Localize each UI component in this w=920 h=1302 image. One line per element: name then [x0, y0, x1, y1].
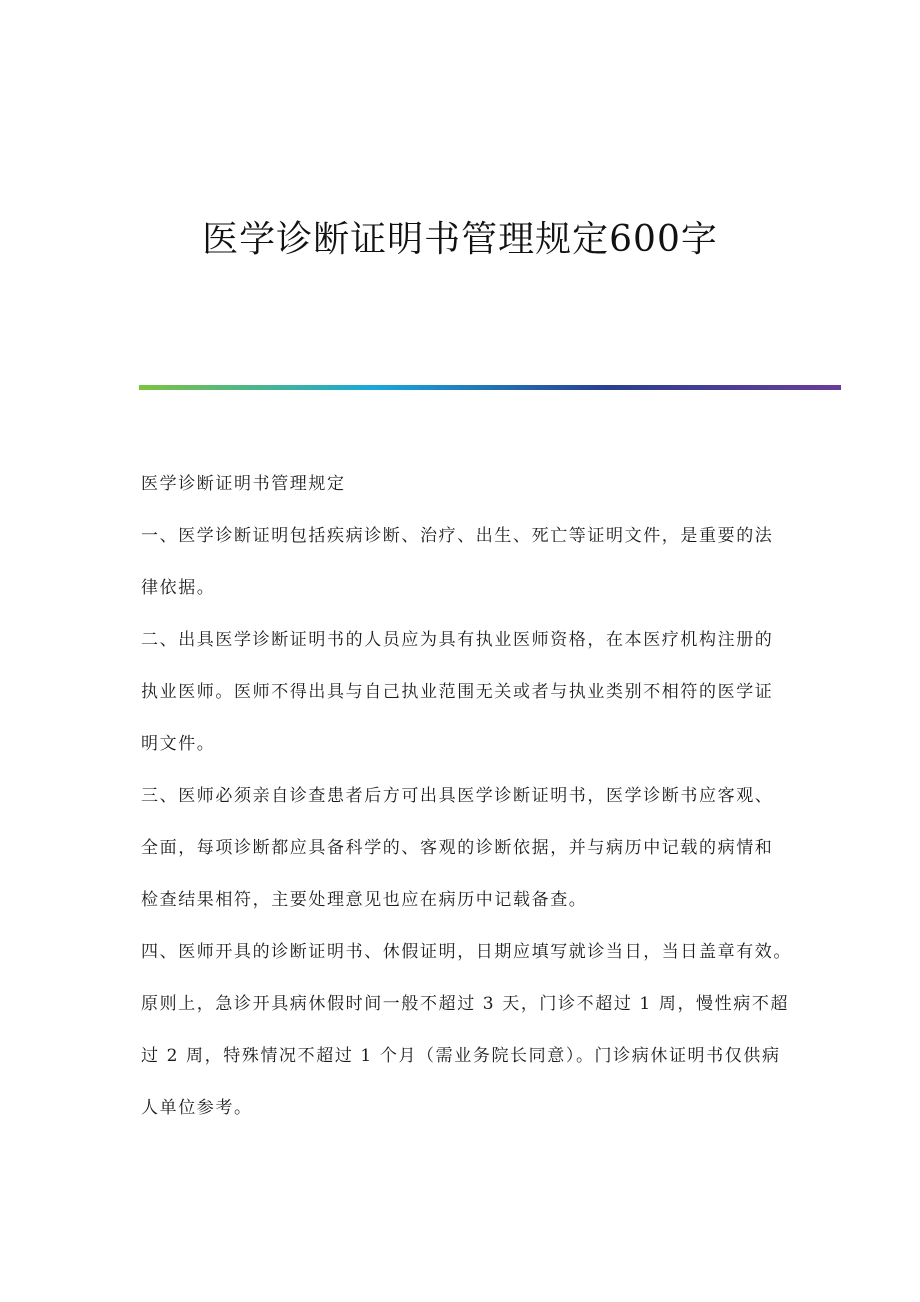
- paragraph-2: [141, 624, 801, 780]
- page-title: 医学诊断证明书管理规定600字: [202, 219, 718, 260]
- paragraph-1: [141, 520, 801, 624]
- paragraph-line: 检查结果相符，主要处理意见也应在病历中记载备查。: [141, 890, 588, 910]
- paragraph-line: 明文件。: [141, 734, 216, 754]
- paragraph-3: [141, 780, 801, 936]
- paragraph-line: 执业医师。医师不得出具与自己执业范围无关或者与执业类别不相符的医学证: [141, 682, 774, 702]
- document-body: [141, 468, 801, 1144]
- paragraph-line: 全面，每项诊断都应具备科学的、客观的诊断依据，并与病历中记载的病情和: [141, 838, 774, 858]
- paragraph-line: 原则上，急诊开具病休假时间一般不超过 3 天，门诊不超过 1 周，慢性病不超: [141, 994, 790, 1014]
- paragraph-line: 过 2 周，特殊情况不超过 1 个月（需业务院长同意）。门诊病休证明书仅供病: [141, 1046, 781, 1066]
- paragraph-4: [141, 936, 801, 1144]
- paragraph-line: 人单位参考。: [141, 1098, 253, 1118]
- paragraph-line: 二、出具医学诊断证明书的人员应为具有执业医师资格，在本医疗机构注册的: [141, 630, 774, 650]
- paragraph-line: 一、医学诊断证明包括疾病诊断、治疗、出生、死亡等证明文件，是重要的法: [141, 526, 774, 546]
- paragraph-line: 四、医师开具的诊断证明书、休假证明，日期应填写就诊当日，当日盖章有效。: [141, 942, 792, 962]
- document-subtitle: 医学诊断证明书管理规定: [141, 474, 346, 494]
- paragraph-line: 律依据。: [141, 578, 216, 598]
- paragraph-line: 三、医师必须亲自诊查患者后方可出具医学诊断证明书，医学诊断书应客观、: [141, 786, 774, 806]
- gradient-divider: [139, 385, 841, 390]
